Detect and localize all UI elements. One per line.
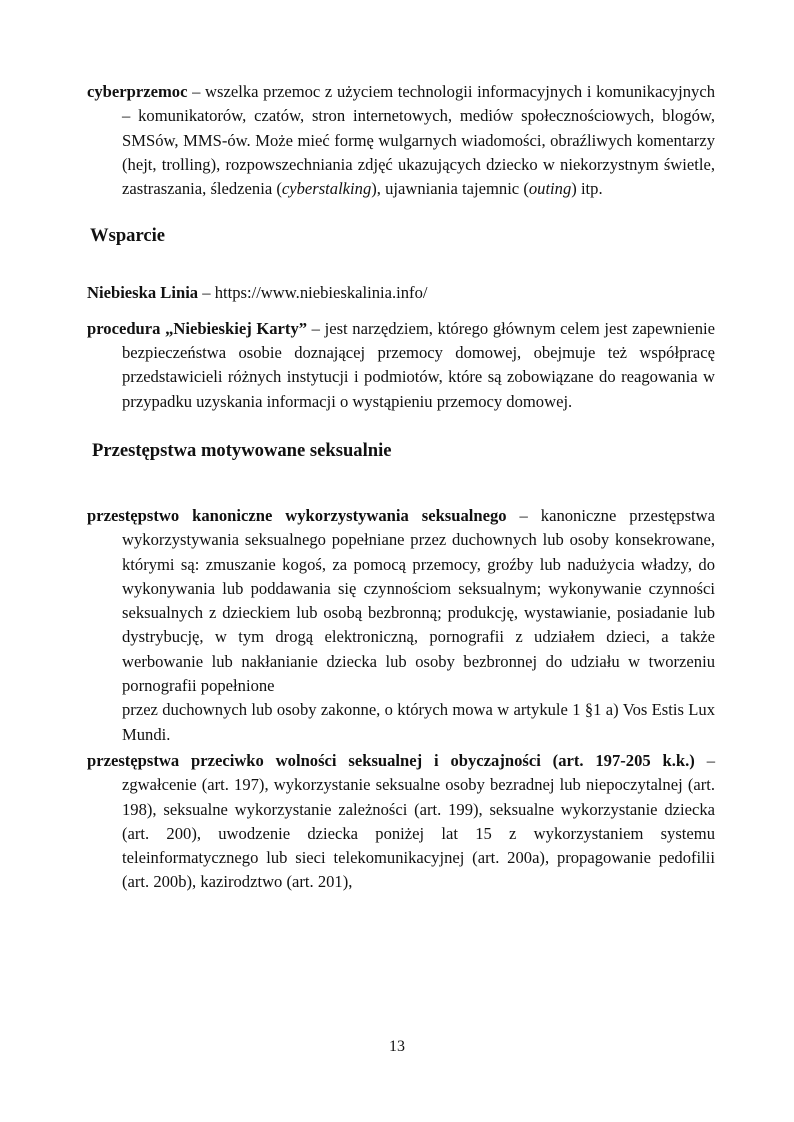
entry-term: przestępstwa przeciwko wolności seksualnej i obyczajności (art. 197-205 k.k.) (87, 750, 695, 770)
entry-term: cyberprzemoc (87, 82, 188, 101)
page-number: 13 (389, 1038, 405, 1055)
entry-term: przestępstwo kanoniczne wykorzystywania seksualnego (87, 505, 507, 525)
section-heading-przestepstwa: Przestępstwa motywowane seksualnie (92, 439, 392, 461)
entry-definition: – https://www.niebieskalinia.info/ (198, 283, 428, 303)
glossary-entry-cyberprzemoc (87, 80, 715, 201)
entry-definition: – zgwałcenie (art. 197), wykorzystanie seksualne osoby bezradnej lub niepoczytalnej (art. 198), seksualne wykorzystanie zależności (art. 199), seksualne wykorzystanie dziecka (art. 200), uwodzenie dziecka poniżej lat 15 z wykorzystaniem systemu teleinformatycznego lub sieci telekomunikacyjnej (art. 200a), propagowanie pedofilii (art. 200b), kazirodztwo (art. 201), (122, 750, 715, 892)
entry-definition: ), ujawniania tajemnic ( (371, 179, 529, 199)
entry-italic-term: cyberstalking (281, 179, 372, 199)
entry-definition: – kanoniczne przestępstwa wykorzystywania seksualnego popełniane przez duchownych lub osoby konsekrowane, którymi są: zmuszanie kogoś, za pomocą przemocy, groźby lub nadużycia władzy, do wykonywania lub poddawania się czynnościom seksualnym; wykonywanie czynności seksualnych z dzieckiem lub osobą bezbronną; produkcję, wystawianie, posiadanie lub dystrybucję, w tym drogą elektroniczną, pornografii z udziałem dzieci, a także werbowanie lub nakłanianie dziecka lub osoby bezbronnej do udziału w tworzeniu pornografii popełnione (122, 505, 715, 696)
glossary-entry-przestepstwa-przeciwko-wolnosci (87, 749, 715, 895)
document-page (87, 80, 715, 895)
entry-italic-term: outing (528, 179, 572, 199)
entry-definition: ) itp. (571, 179, 603, 199)
glossary-entry-przestepstwo-kanoniczne (87, 504, 715, 747)
entry-definition: – wszelka przemoc z użyciem technologii informacyjnych i komunikacyjnych – komunikatorów, czatów, stron internetowych, mediów społecznościowych, blogów, SMSów, MMS-ów. Może mieć formę wulgarnych wiadomości, obraźliwych komentarzy (hejt, trolling), rozpowszechniania zdjęć ukazujących dziecko w niekorzystnym świetle, zastraszania, śledzenia ( (122, 82, 715, 199)
entry-term: procedura „Niebieskiej Karty” (87, 318, 308, 338)
section-heading-wsparcie: Wsparcie (90, 225, 166, 247)
entry-definition: – jest narzędziem, którego głównym celem jest zapewnienie bezpieczeństwa osobie doznającej przemocy domowej, obejmuje też współpracę przedstawicieli różnych instytucji i podmiotów, które są zobowiązane do reagowania w przypadku uzyskania informacji o wystąpieniu przemocy domowej. (122, 318, 716, 411)
glossary-entry-niebieska-linia (87, 281, 715, 305)
entry-definition-continuation: przez duchownych lub osoby zakonne, o których mowa w artykule 1 §1 a) Vos Estis Lux Mundi. (122, 700, 715, 744)
entry-term: Niebieska Linia (87, 283, 199, 303)
glossary-entry-procedura-niebieskiej-karty (87, 317, 715, 414)
